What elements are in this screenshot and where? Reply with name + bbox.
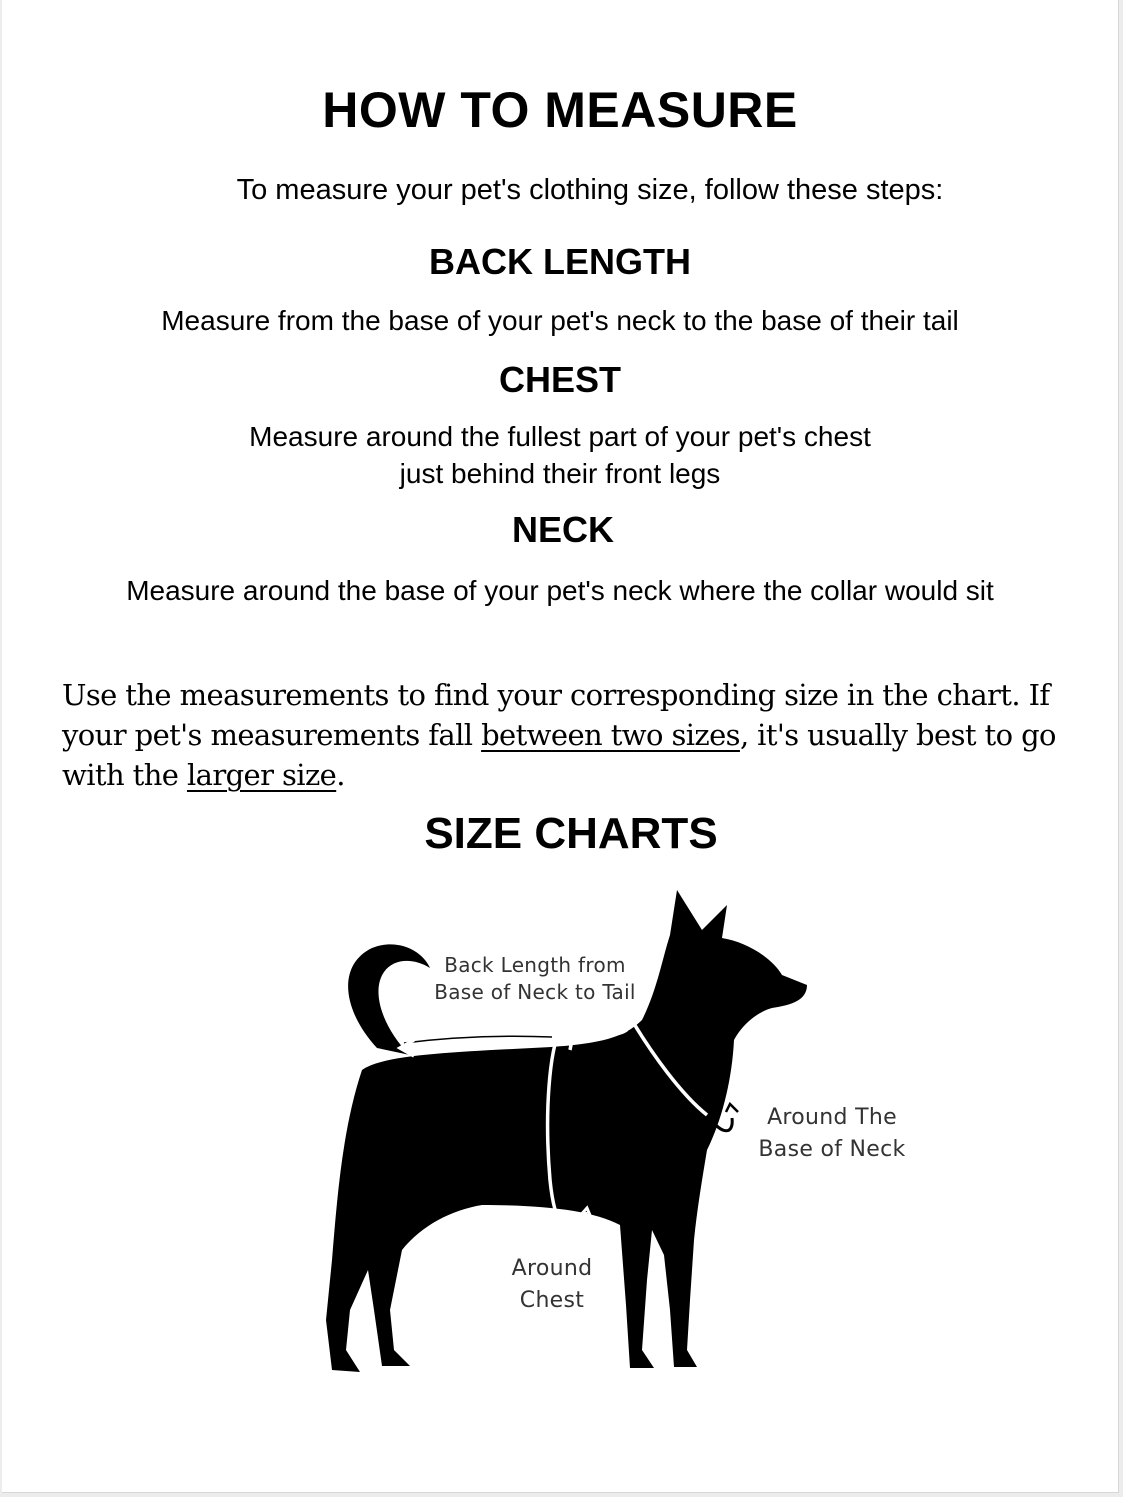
between-two-sizes-text: between two sizes <box>481 718 740 752</box>
back-length-label-line2: Base of Neck to Tail <box>434 980 636 1004</box>
neck-text: Measure around the base of your pet's neck where the collar would sit <box>126 575 994 606</box>
neck-label-line1: Around The <box>767 1105 897 1130</box>
larger-size-text: larger size <box>186 758 337 792</box>
note-part3: . <box>336 758 345 792</box>
chest-text <box>2 418 1118 492</box>
back-length-heading: BACK LENGTH <box>429 241 691 282</box>
neck-label-line2: Base of Neck <box>758 1137 906 1162</box>
chest-heading: CHEST <box>498 359 621 400</box>
page <box>2 0 1119 1493</box>
chest-text-line2: just behind their front legs <box>399 458 721 489</box>
chest-label-line2: Chest <box>519 1288 585 1313</box>
intro-text: To measure your pet's clothing size, follow these steps: <box>236 174 944 206</box>
size-charts-heading: SIZE CHARTS <box>424 809 718 858</box>
chest-label-line1: Around <box>511 1256 593 1281</box>
note-part1: Use the measurements to find your corresponding size in the chart. If your pet's measurements fall <box>62 678 1050 752</box>
neck-label <box>747 1102 917 1166</box>
back-length-label-line1: Back Length from <box>444 953 626 977</box>
back-length-label <box>420 952 650 1006</box>
back-length-text: Measure from the base of your pet's neck to the base of their tail <box>161 305 959 336</box>
chest-label <box>492 1253 612 1317</box>
chest-text-line1: Measure around the fullest part of your pet's chest <box>249 421 871 452</box>
note-part2: , it's usually best to go with the <box>62 718 1056 792</box>
page-title: HOW TO MEASURE <box>322 82 798 138</box>
dog-measurement-diagram <box>302 880 942 1400</box>
neck-heading: NECK <box>511 509 614 550</box>
size-note <box>62 675 1072 795</box>
